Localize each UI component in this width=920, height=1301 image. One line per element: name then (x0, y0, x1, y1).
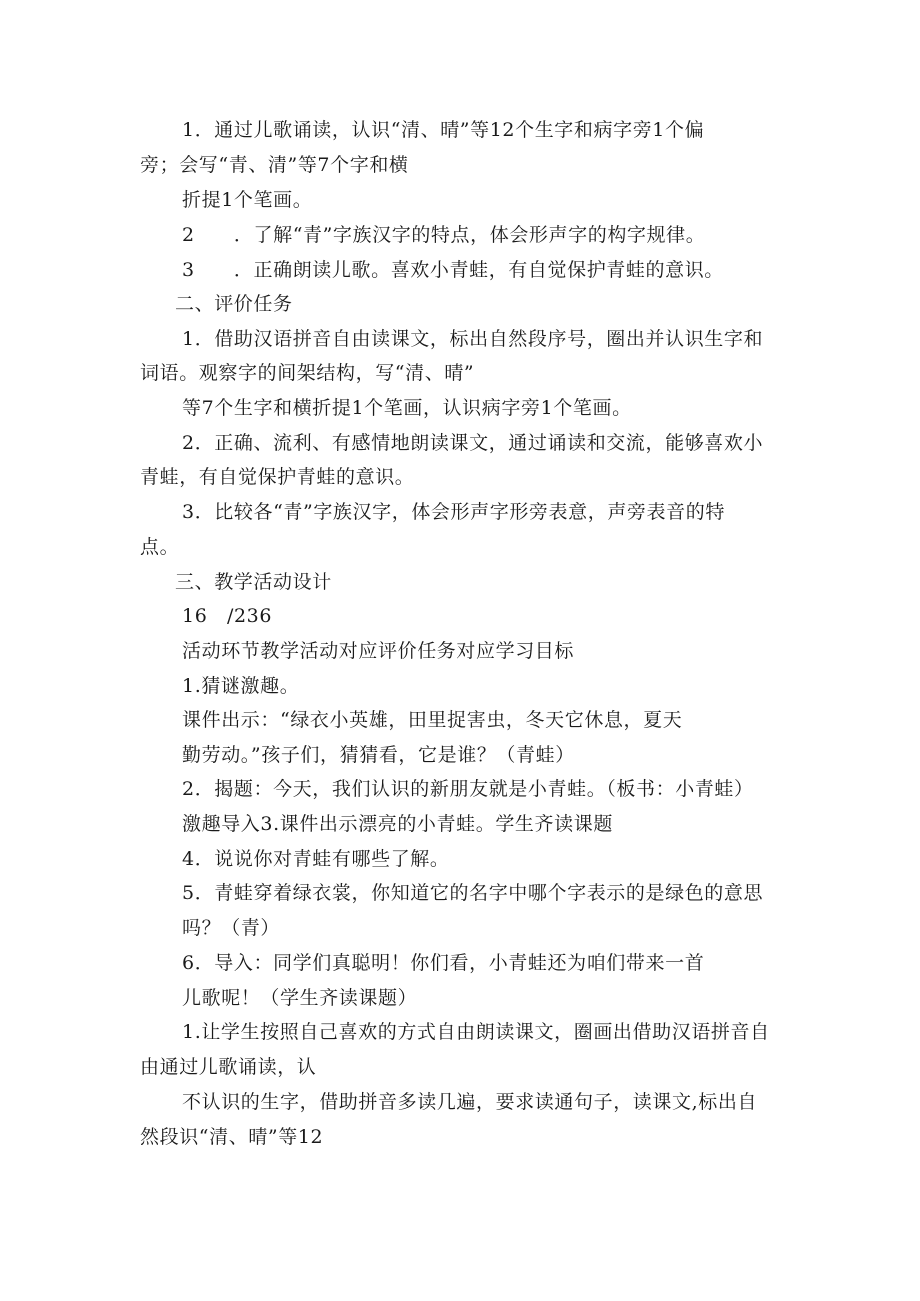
page-number: 16 /236 (182, 605, 273, 627)
text-line: 3 ．正确朗读儿歌。喜欢小青蛙，有自觉保护青蛙的意识。 (182, 259, 724, 281)
section-heading: 三、教学活动设计 (175, 571, 332, 593)
text-line: 青蛙，有自觉保护青蛙的意识。 (140, 466, 415, 488)
text-line: 2．正确、流利、有感情地朗读课文，通过诵读和交流，能够喜欢小 (182, 432, 764, 454)
text-line: 3．比较各“青”字族汉字，体会形声字形旁表意，声旁表音的特 (182, 501, 725, 523)
section-heading: 二、评价任务 (175, 293, 293, 315)
text-line: 1.让学生按照自己喜欢的方式自由朗读课文，圈画出借助汉语拼音自 (182, 1021, 770, 1043)
text-line: 5．青蛙穿着绿衣裳，你知道它的名字中哪个字表示的是绿色的意思 (182, 882, 764, 904)
text-line: 2．揭题：今天，我们认识的新朋友就是小青蛙。（板书：小青蛙） (182, 778, 754, 800)
text-line: 儿歌呢！（学生齐读课题） (182, 987, 418, 1009)
text-line: 然段识“清、晴”等12 (140, 1126, 324, 1148)
text-line: 课件出示：“绿衣小英雄，田里捉害虫，冬天它休息，夏天 (182, 709, 683, 731)
text-line: 4．说说你对青蛙有哪些了解。 (182, 848, 450, 870)
text-line: 折提1个笔画。 (182, 189, 313, 211)
text-line: 点。 (140, 536, 180, 558)
text-line: 2 ．了解“青”字族汉字的特点，体会形声字的构字规律。 (182, 224, 706, 246)
text-line: 勤劳动。”孩子们，猜猜看，它是谁？（青蛙） (182, 744, 575, 766)
text-line: 词语。观察字的间架结构，写“清、晴” (140, 362, 475, 384)
text-line: 1.猜谜激趣。 (182, 675, 300, 697)
text-line: 等7个生字和横折提1个笔画，认识病字旁1个笔画。 (182, 397, 632, 419)
text-line: 1．通过儿歌诵读，认识“清、晴”等12个生字和病字旁1个偏 (182, 119, 705, 141)
table-header: 活动环节教学活动对应评价任务对应学习目标 (182, 640, 575, 662)
text-line: 6．导入：同学们真聪明！你们看，小青蛙还为咱们带来一首 (182, 952, 705, 974)
text-line: 不认识的生字，借助拼音多读几遍，要求读通句子，读课文,标出自 (182, 1091, 758, 1113)
text-line: 吗？（青） (182, 917, 281, 939)
text-line: 激趣导入3.课件出示漂亮的小青蛙。学生齐读课题 (182, 813, 613, 835)
text-line: 由通过儿歌诵读，认 (140, 1056, 317, 1078)
text-line: 1．借助汉语拼音自由读课文，标出自然段序号，圈出并认识生字和 (182, 328, 764, 350)
text-line: 旁；会写“青、清”等7个字和横 (140, 154, 409, 176)
